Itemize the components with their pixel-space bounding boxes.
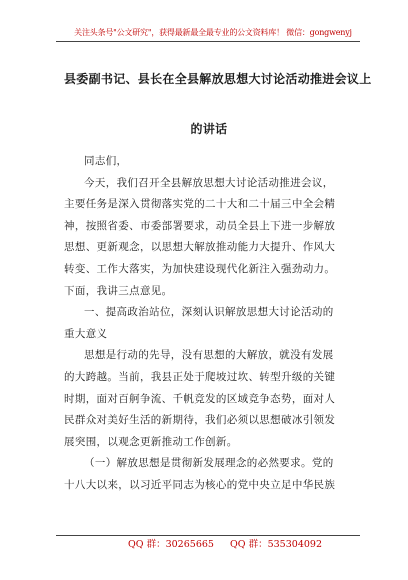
section-heading-continued: 重大意义 (64, 327, 108, 340)
section-heading: 一、提高政治站位，深刻认识解放思想大讨论活动的 (84, 306, 334, 319)
body-line: 十八大以来，以习近平同志为核心的党中央立足中华民族 (64, 478, 336, 491)
document-title: 县委副书记、县长在全县解放思想大讨论活动推进会议上 (64, 72, 372, 86)
footer-qq-group-1: QQ 群：30265665 (128, 539, 214, 550)
body-line: 民群众对美好生活的新期待，我们必须以思想破冰引领发 (64, 414, 336, 427)
body-line: 神，按照省委、市委部署要求，动员全县上下进一步解放 (64, 219, 336, 232)
header-banner: 关注头条号"公文研究"，获得最新最全最专业的公文资料库！ 微信：gongwenyj (74, 28, 352, 37)
document-body (64, 151, 350, 497)
body-line: 转变、工作大落实，为加快建设现代化新注入强劲动力。 (64, 262, 336, 275)
body-line: 今天，我们召开全县解放思想大讨论活动推进会议， (84, 176, 334, 189)
body-line: 思想、更新观念，以思想大解放推动能力大提升、作风大 (64, 241, 336, 254)
footer-qq-group-2: QQ 群：535304092 (230, 539, 322, 550)
body-line: 时期，面对百舸争流、千帆竞发的区域竞争态势，面对人 (64, 392, 336, 405)
salutation: 同志们， (84, 155, 128, 167)
header-rule (56, 41, 360, 42)
document-title-continued: 的讲话 (190, 122, 228, 136)
body-line: 思想是行动的先导，没有思想的大解放，就没有发展 (84, 349, 334, 362)
body-line: 下面，我讲三点意见。 (64, 284, 173, 297)
body-line: 的大跨越。当前，我县正处于爬坡过坎、转型升级的关键 (64, 370, 336, 383)
subsection-heading: （一）解放思想是贯彻新发展理念的必然要求。党的 (84, 457, 334, 470)
body-line: 展突围，以观念更新推动工作创新。 (64, 435, 238, 448)
body-line: 主要任务是深入贯彻落实党的二十大和二十届三中全会精 (64, 198, 336, 211)
